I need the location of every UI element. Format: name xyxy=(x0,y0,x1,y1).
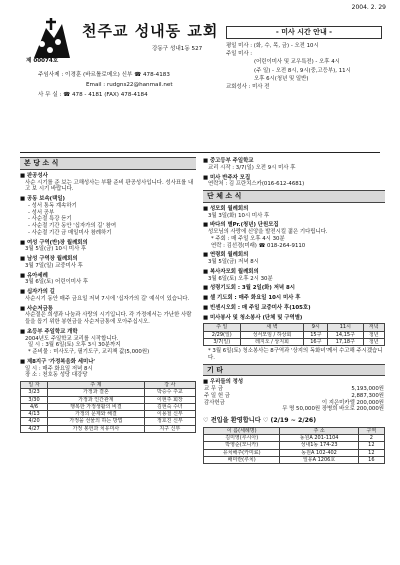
pastor-phone: 478-4183 xyxy=(142,72,170,78)
seminar-table xyxy=(20,381,196,433)
mass-line: (주 일) - 오전 8시, 9시(중,고등부), 11시 xyxy=(254,67,351,74)
contact-block xyxy=(38,72,214,102)
table-row xyxy=(203,393,385,400)
news-item-title: ■ 남성 구역장 월례회의 xyxy=(20,256,78,262)
table-cell: 12 xyxy=(358,442,384,449)
news-item xyxy=(20,173,196,193)
news-item-body: 사순 시기를 준 보는 고해성사는 부활 준비 판공성사입니다. 성사표를 내고 보 시기 바랍니다. xyxy=(25,179,194,193)
table-cell: 4/27 xyxy=(21,425,48,432)
table-header: 저녁 xyxy=(363,324,385,331)
church-address: 강동구 성내1동 527 xyxy=(152,46,203,52)
table-cell: 가정과 결혼 xyxy=(48,389,145,396)
table-cell: 2,887,300원 xyxy=(351,392,384,399)
mass-times-box xyxy=(226,26,382,92)
table-cell: 가정 봉헌과 치유미사 xyxy=(48,425,145,432)
news-item-title: ■ 미사봉사 및 청소봉사 (단체 및 구역별) xyxy=(203,314,303,321)
table-cell: 레지오 / 상지회 xyxy=(240,338,304,345)
header-divider xyxy=(20,152,380,153)
news-item xyxy=(20,359,196,373)
table-cell: 성내1동 174-23 xyxy=(280,442,358,449)
table-cell: 김현숙 수녀 xyxy=(144,403,195,410)
table-cell: 15구 xyxy=(304,331,328,338)
news-item-body: - 사순절 기간 금 매일미사 참례하기 xyxy=(28,229,112,236)
news-item-body: * 주회 : 매 주일 오후 4시 30분 xyxy=(211,235,285,242)
table-header-row xyxy=(204,427,385,434)
section-title: 단 체 소 식 xyxy=(203,190,385,203)
cleaning-note: * 3월 6일(토) 청소봉사는 8구역과 '상지의 독화녀'께서 수고해 주시겠습니다. xyxy=(208,348,383,361)
welcome-table xyxy=(203,427,385,464)
table-header: 9시 xyxy=(304,324,328,331)
mass-times-title: - 미사 시간 안내 - xyxy=(226,26,382,39)
table-row xyxy=(21,403,196,410)
news-item xyxy=(20,289,196,303)
news-item-title: ■ 빈센시오회 : 매 주일 교중미사 후(105호) xyxy=(203,304,311,311)
news-item xyxy=(203,269,385,283)
news-item xyxy=(20,196,196,203)
section-title: 본 당 소 식 xyxy=(20,157,196,170)
table-header-row xyxy=(21,382,196,389)
table-cell: 12 xyxy=(358,449,384,456)
bulletin-header xyxy=(20,14,382,152)
news-item xyxy=(203,206,385,220)
table-cell: 무 명 50,000원 장병희 바오로 200,000원 xyxy=(282,406,384,413)
table-cell: 4/13 xyxy=(21,411,48,418)
news-item-body: 3월 6일(토) 어린이미사 후 xyxy=(25,279,89,286)
table-cell: 이현주 회장 xyxy=(144,396,195,403)
news-item-body: - 사순절 특강 듣기 xyxy=(28,216,72,223)
email-line: Email : rudgns22@hanmail.net xyxy=(86,81,173,88)
right-column xyxy=(203,155,385,464)
news-item-title: ■ 제8지구 '가정복음화 세미나' xyxy=(20,358,96,365)
news-item-title: ■ 십자가의 길 xyxy=(20,289,55,295)
news-item-body: 연락처 : 김 프란치스카(016-612-4681) xyxy=(208,181,305,188)
table-cell: 교 무 금 xyxy=(204,386,224,392)
issue-date: 2004. 2. 29 xyxy=(351,4,386,11)
office-line: 사 무 실 : ☎ 478 - 4181 (FAX) 478-4184 xyxy=(38,91,148,98)
news-item-title: ■ 중고등부 주일학교 xyxy=(203,158,254,164)
table-header: 주 일 xyxy=(204,324,241,331)
table-row xyxy=(204,338,385,345)
table-cell: 5,193,000원 xyxy=(351,386,384,392)
table-row xyxy=(21,418,196,425)
service-table xyxy=(203,323,385,346)
news-item-title: ■ 여성 구역(반)장 월례회의 xyxy=(20,239,88,246)
table-cell: 16 xyxy=(358,456,384,463)
news-item-body: 사순절은 희생과 나눔과 사랑의 시기입니다. 각 가정에서는 가난한 사람들을 돕기 위한 봉헌금을 사순저금통에 모아주십시오. xyxy=(25,312,192,325)
table-cell: 가정의 문제와 해결 xyxy=(48,411,145,418)
news-item-body: 사순시기 동안 매주 금요일 저녁 7시에 '십자가의 길' 예식이 있습니다. xyxy=(25,295,190,302)
table-cell: 배미란(루치) xyxy=(204,456,280,463)
news-item-title: ■ 미사 반주자 모집 xyxy=(203,174,251,181)
news-item-body: - 성서 통독 계속하기 xyxy=(28,202,77,209)
news-item xyxy=(203,158,385,172)
table-cell: 가정과 인간관계 xyxy=(48,396,145,403)
table-cell: 일유A 1206호 xyxy=(280,456,358,463)
table-cell: 감사헌금 xyxy=(204,399,225,406)
table-cell: 3/30 xyxy=(21,396,48,403)
news-item-title: ■ 성모회 월례회의 xyxy=(203,205,249,212)
news-item xyxy=(20,240,196,254)
table-cell: 동원A 201-1104 xyxy=(280,435,358,442)
news-item-title: ■ 연령회 월례회의 xyxy=(203,252,249,259)
news-item-body: 장 소 : 천호동 성당 대강당 xyxy=(25,372,88,379)
news-item-body: 성모님의 사랑에 신앙을 발전시킬 젊은 기다립니다. xyxy=(208,229,328,235)
table-cell: 14,15구 xyxy=(328,331,363,338)
news-item xyxy=(20,329,196,343)
table-cell: 이용철 신부 xyxy=(144,411,195,418)
news-item xyxy=(20,256,196,270)
table-cell: 3/7(일) xyxy=(204,338,241,345)
church-name: 천주교 성내동 교회 xyxy=(82,22,219,40)
table-cell: 동원A 102-402 xyxy=(280,449,358,456)
news-item-body: 3월 6일(토) 오후 2시 30분 xyxy=(208,275,273,282)
news-item-body: 연락 : 김선경(미래) ☎ 018-264-9110 xyxy=(211,242,306,249)
news-item-title: ■ 복사자모회 월례회의 xyxy=(203,268,259,275)
table-header: 구역 xyxy=(358,427,384,434)
news-item-title: ■ 유아세례 xyxy=(20,272,48,279)
table-cell: 2/29(일) xyxy=(204,331,241,338)
news-item-body: 교리 시작 : 3/7(일) 오전 9시 미사 후 xyxy=(208,164,296,171)
table-row xyxy=(204,442,385,449)
table-header: 이 름(세례명) xyxy=(204,427,280,434)
news-list xyxy=(20,173,196,379)
news-item-body: 3월 7일(일) 교중미사 후 xyxy=(25,262,83,269)
table-cell xyxy=(203,406,242,413)
news-item xyxy=(203,252,385,266)
table-header: 주 제 xyxy=(48,382,145,389)
news-item-title: ■ 초등부 주일학교 개학 xyxy=(20,328,78,335)
table-cell: 행복한 가정생활의 비결 xyxy=(48,403,145,410)
table-cell: 주 일 헌 금 xyxy=(204,392,230,399)
table-header: 강 사 xyxy=(144,382,195,389)
table-row xyxy=(204,435,385,442)
table-cell: 청년 xyxy=(363,338,385,345)
table-row xyxy=(204,456,385,463)
mass-line: 주일 미사 : xyxy=(226,51,253,57)
offering-table xyxy=(203,386,385,413)
table-row xyxy=(21,425,196,432)
table-cell: 이 지은미카엘 200,000원 xyxy=(321,399,384,406)
news-item-body: - 사순절 기간 동안 '십자가의 길' 참여 xyxy=(28,223,117,229)
table-row xyxy=(203,406,385,413)
news-item-body: 3월 5일(금) 10시 미사 후 xyxy=(25,246,87,253)
mass-line: (어린이미사 및 교우특전) - 오후 4시 xyxy=(254,59,340,66)
table-cell: 지구 신부 xyxy=(144,425,195,432)
news-item-title: ■ 공동 보속(택일) xyxy=(20,196,66,202)
table-row xyxy=(21,411,196,418)
table-header-row xyxy=(204,324,385,331)
mass-line: 교회성사 : 미사 전 xyxy=(226,84,270,90)
table-cell: 가정을 선물의 하는 방법 xyxy=(48,418,145,425)
news-item xyxy=(203,175,385,189)
phone-icon: ☎ xyxy=(134,72,142,78)
table-header: 주 소 xyxy=(280,427,358,434)
church-logo-icon xyxy=(24,14,78,64)
welcome-title: ♡ 전입을 환영합니다 ♡ (2/19 ~ 2/26) xyxy=(203,417,317,424)
table-header: 새 벽 xyxy=(240,324,304,331)
news-item-body: - 성서 공부 xyxy=(28,209,55,216)
table-row xyxy=(203,386,385,393)
news-item-body: 일 시 : 매주 화요일 저녁 8시 xyxy=(25,365,93,372)
news-item-body: 3월 3일(화) 10시 미사 후 xyxy=(208,212,270,219)
news-item-title: ■ 사순저금통 xyxy=(20,305,54,312)
offering-title: ■ 우리들의 정성 xyxy=(203,379,244,386)
table-cell: 17,18구 xyxy=(328,338,363,345)
table-cell: 성서모임 / 하상회 xyxy=(240,331,304,338)
table-row xyxy=(21,389,196,396)
registration-number: 제 00074호 xyxy=(26,58,59,64)
pastor-line: 주임사제 : 이경훈 (바르톨로메오) 신부 xyxy=(38,72,133,78)
table-cell: 유치해주(카미료) xyxy=(204,449,280,456)
table-cell: 2 xyxy=(358,435,384,442)
news-item xyxy=(20,273,196,287)
table-row xyxy=(204,449,385,456)
news-item-title: ■ 성령기도회 : 3월 2일(화) 저녁 8시 xyxy=(203,285,295,292)
table-cell: 박영순(모니카) xyxy=(204,442,280,449)
table-cell: 4/20 xyxy=(21,418,48,425)
mass-line: 평일 미사 : (화, 수, 목, 금) - 오전 10시 xyxy=(226,42,319,49)
news-item-body: 2004년도 주일학교 교리를 시작합니다. xyxy=(25,335,119,342)
table-row xyxy=(21,396,196,403)
table-cell: 4/6 xyxy=(21,403,48,410)
news-item-body: 일 시 : 3월 6일(토) 오후 3시 30분까지 xyxy=(28,342,121,349)
news-item-title: ■ 바다의 별Pr.(청년) 단원모집 xyxy=(203,222,279,229)
table-cell: 정호진 신부 xyxy=(144,418,195,425)
news-item xyxy=(203,222,385,236)
news-item xyxy=(20,306,196,326)
news-item-title: ■ 판공성사 xyxy=(20,172,48,179)
table-row xyxy=(204,331,385,338)
news-item-body: * 준비물 : 미사도구, 필기도구, 교리책 값(5,000원) xyxy=(28,349,150,355)
table-header: 11시 xyxy=(328,324,363,331)
news-item-body: 3월 5일(금) 저녁 8시 xyxy=(208,259,259,265)
mass-line: 오후 6시(청년 및 일반) xyxy=(254,75,309,82)
table-cell: 3/23 xyxy=(21,389,48,396)
section-title: 기 타 xyxy=(203,364,385,377)
news-item-title: ■ 셀 기도회 : 매주 화요일 10시 미사 후 xyxy=(203,295,301,301)
left-column xyxy=(20,155,196,433)
table-cell: 청년 xyxy=(363,331,385,338)
table-header: 일 자 xyxy=(21,382,48,389)
table-cell: 16구 xyxy=(304,338,328,345)
table-cell: 박승수 주교 xyxy=(144,389,195,396)
table-cell: 김미영(루시아) xyxy=(204,435,280,442)
